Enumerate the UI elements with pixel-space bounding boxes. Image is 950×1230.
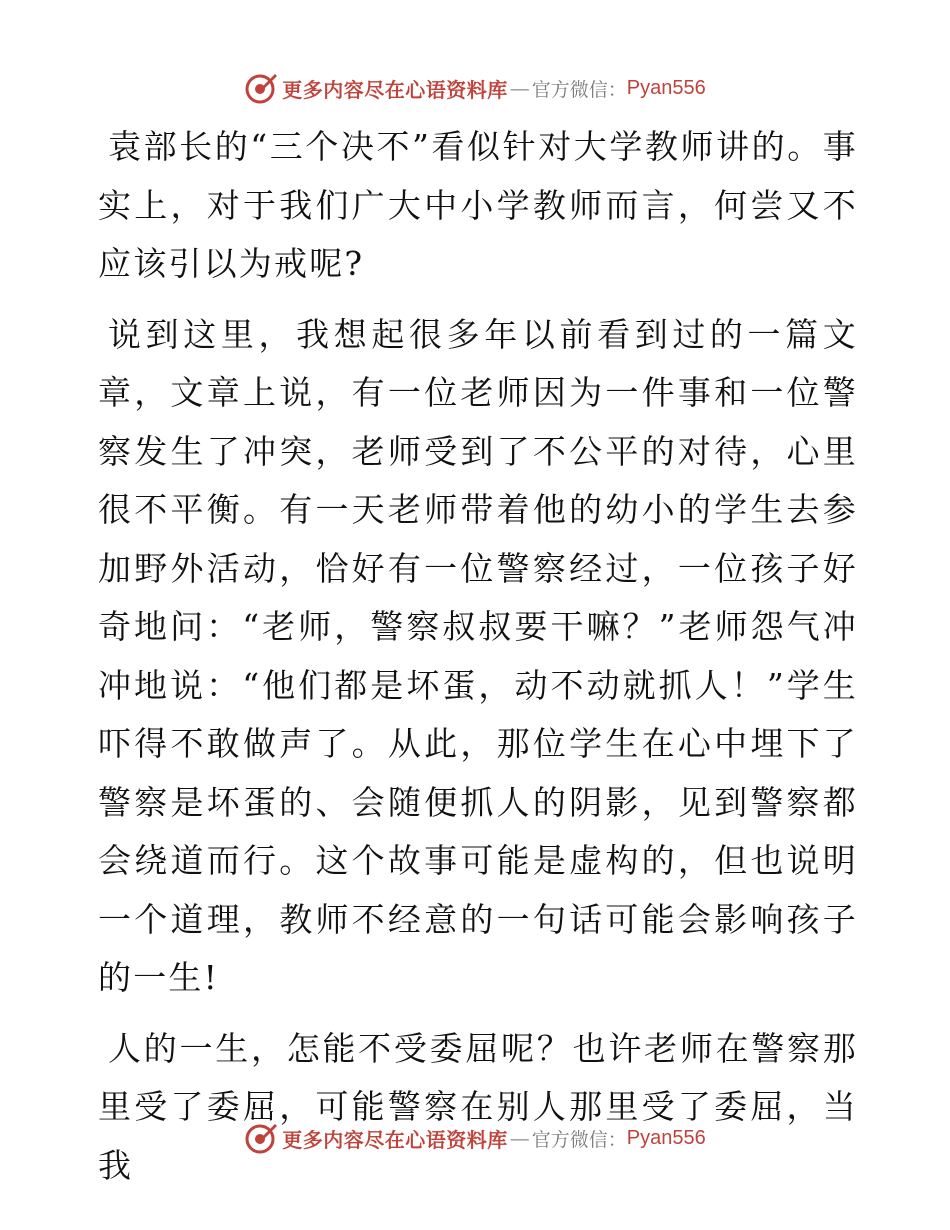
watermark-wechat-id: Pyan556 [626,76,706,99]
paragraph-2: 说到这里，我想起很多年以前看到过的一篇文章，文章上说，有一位老师因为一件事和一位警察发生了冲突，老师受到了不公平的对待，心里很不平衡。有一天老师带着他的幼小的学生去参加野外活动，恰好有一位警察经过，一位孩子好奇地问：“老师，警察叔叔要干嘛？”老师怨气冲冲地说：“他们都是坏蛋，动不动就抓人！”学生吓得不敢做声了。从此，那位学生在心中埋下了警察是坏蛋的、会随便抓人的阴影，见到警察都会绕道而行。这个故事可能是虚构的，但也说明一个道理，教师不经意的一句话可能会影响孩子的一生! [98,314,858,997]
document-body [98,118,858,1207]
quill-pen-logo-icon [244,71,278,105]
watermark-separator: — [509,76,530,100]
watermark-text: 更多内容尽在心语资料库 [282,1127,508,1152]
watermark-wechat-id: Pyan556 [626,1126,706,1149]
paragraph-1: 袁部长的“三个决不”看似针对大学教师讲的。事实上，对于我们广大中小学教师而言，何尝又不应该引以为戒呢? [98,127,858,283]
watermark-text: 更多内容尽在心语资料库 [282,77,508,102]
watermark-wechat-label: 官方微信： [531,1128,627,1151]
footer-watermark [0,1118,950,1158]
watermark-wechat-label: 官方微信： [531,78,627,101]
paragraph-3: 人的一生，怎能不受委屈呢？也许老师在警察那里受了委屈，可能警察在别人那里受了委屈，当我 [98,1028,858,1185]
header-watermark [0,68,950,108]
quill-pen-logo-icon [244,1121,278,1155]
watermark-separator: — [509,1126,530,1150]
